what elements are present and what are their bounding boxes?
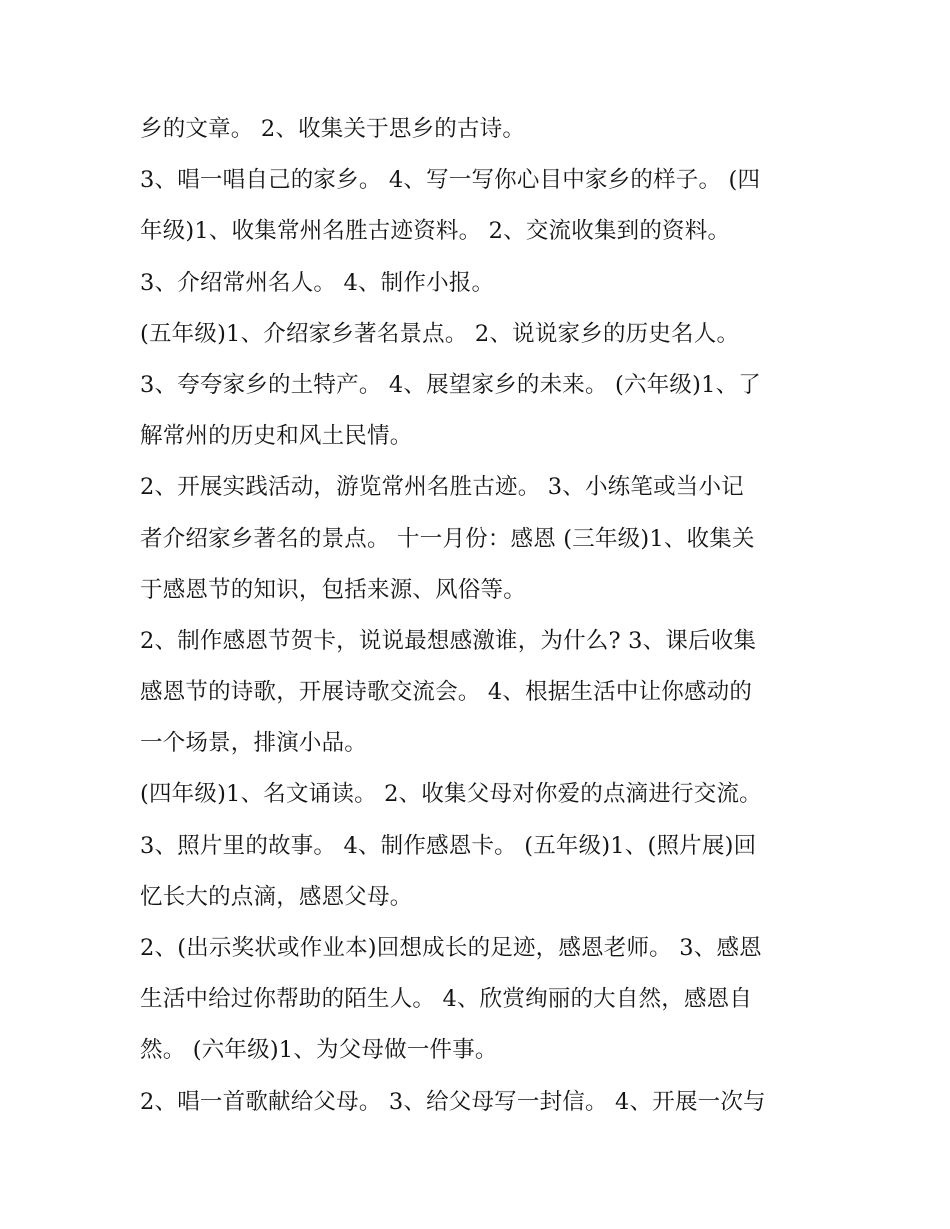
text-line: 2、唱一首歌献给父母。 3、给父母写一封信。 4、开展一次与 <box>140 1088 766 1115</box>
text-line: 3、唱一唱自己的家乡。 4、写一写你心目中家乡的样子。 (四 <box>140 167 761 194</box>
text-line: (四年级)1、名文诵读。 2、收集父母对你爱的点滴进行交流。 <box>140 781 762 808</box>
text-line: 3、照片里的故事。 4、制作感恩卡。 (五年级)1、(照片展)回 <box>140 832 757 859</box>
text-line: 一个场景，排演小品。 <box>140 730 368 757</box>
text-line: 忆长大的点滴，感恩父母。 <box>140 883 413 910</box>
text-line: 3、介绍常州名人。 4、制作小报。 <box>140 269 495 296</box>
text-line: 然。 (六年级)1、为父母做一件事。 <box>140 1037 498 1064</box>
text-line: (五年级)1、介绍家乡著名景点。 2、说说家乡的历史名人。 <box>140 320 740 347</box>
text-line: 生活中给过你帮助的陌生人。 4、欣赏绚丽的大自然，感恩自 <box>140 986 753 1013</box>
text-line: 解常州的历史和风土民情。 <box>140 423 413 450</box>
text-line: 感恩节的诗歌，开展诗歌交流会。 4、根据生活中让你感动的 <box>140 679 753 706</box>
text-line: 者介绍家乡著名的景点。 十一月份：感恩 (三年级)1、收集关 <box>140 525 755 552</box>
text-line: 3、夸夸家乡的土特产。 4、展望家乡的未来。 (六年级)1、了 <box>140 371 762 398</box>
text-line: 年级)1、收集常州名胜古迹资料。 2、交流收集到的资料。 <box>140 218 731 245</box>
text-line: 于感恩节的知识，包括来源、风俗等。 <box>140 576 526 603</box>
text-line: 2、(出示奖状或作业本)回想成长的足迹，感恩老师。 3、感恩 <box>140 935 762 961</box>
document-body <box>140 104 820 1128</box>
text-line: 2、开展实践活动，游览常州名胜古迹。 3、小练笔或当小记 <box>140 474 744 501</box>
text-line: 2、制作感恩节贺卡，说说最想感激谁，为什么? 3、课后收集 <box>140 627 757 654</box>
text-line: 乡的文章。 2、收集关于思乡的古诗。 <box>140 116 526 142</box>
